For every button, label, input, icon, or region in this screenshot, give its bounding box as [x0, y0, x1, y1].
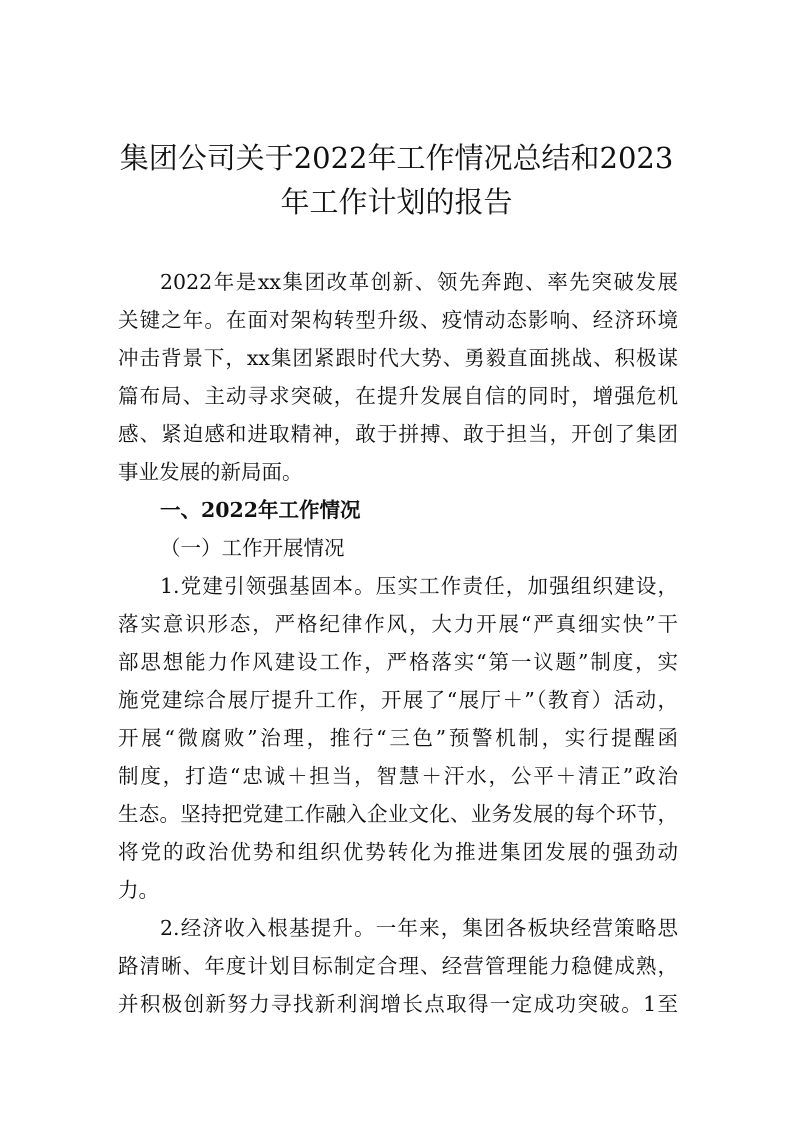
item2-line: 2.经济收入根基提升。一年来，集团各板块经营策略思	[160, 916, 678, 940]
item2-line: 并积极创新努力寻找新利润增长点取得一定成功突破。1至	[118, 992, 678, 1016]
item1-line: 将党的政治优势和组织优势转化为推进集团发展的强劲动	[118, 840, 678, 864]
intro-line: 篇布局、主动寻求突破，在提升发展自信的同时，增强危机	[118, 384, 678, 408]
item1-line: 生态。坚持把党建工作融入企业文化、业务发展的每个环节，	[118, 802, 678, 826]
item1-line: 施党建综合展厅提升工作，开展了“展厅＋”（教育）活动，	[118, 688, 678, 712]
item1-line: 制度，打造“忠诚＋担当，智慧＋汗水，公平＋清正”政治	[118, 764, 678, 788]
item1-line: 力。	[118, 878, 159, 902]
document-title-line-1: 集团公司关于2022年工作情况总结和2023	[119, 141, 674, 175]
item1-line: 落实意识形态，严格纪律作风，大力开展“严真细实快”干	[118, 612, 678, 636]
item1-line: 1.党建引领强基固本。压实工作责任，加强组织建设，	[160, 574, 678, 598]
item1-line: 开展“微腐败”治理，推行“三色”预警机制，实行提醒函	[118, 726, 678, 750]
item1-line: 部思想能力作风建设工作，严格落实“第一议题”制度，实	[118, 650, 678, 674]
intro-line: 事业发展的新局面。	[118, 460, 303, 484]
item2-line: 路清晰、年度计划目标制定合理、经营管理能力稳健成熟，	[118, 954, 678, 978]
intro-line: 感、紧迫感和进取精神，敢于拼搏、敢于担当，开创了集团	[118, 422, 678, 446]
subsection-heading: （一）工作开展情况	[160, 536, 345, 560]
document-title-line-2: 年工作计划的报告	[280, 185, 513, 219]
intro-line: 2022年是xx集团改革创新、领先奔跑、率先突破发展	[160, 270, 678, 294]
intro-line: 冲击背景下，xx集团紧跟时代大势、勇毅直面挑战、积极谋	[118, 346, 678, 370]
section-heading: 一、2022年工作情况	[160, 498, 361, 522]
intro-line: 关键之年。在面对架构转型升级、疫情动态影响、经济环境	[118, 308, 678, 332]
